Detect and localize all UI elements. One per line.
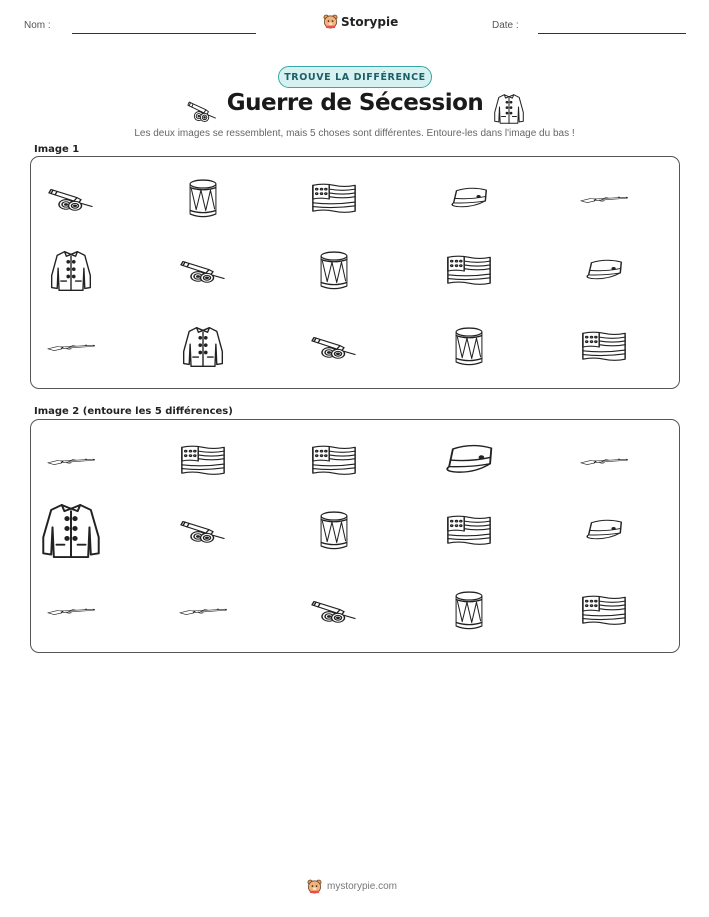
activity-badge: TROUVE LA DIFFÉRENCE — [278, 66, 432, 88]
flag-icon[interactable] — [310, 442, 358, 480]
jacket-icon — [48, 248, 94, 294]
date-field[interactable] — [538, 33, 686, 34]
name-label: Nom : — [24, 20, 51, 31]
kepi-icon[interactable] — [580, 515, 628, 547]
flag-icon[interactable] — [179, 442, 227, 480]
brand-name: Storypie — [341, 14, 399, 29]
musket-icon[interactable] — [46, 602, 96, 620]
footer-url[interactable]: mystorypie.com — [327, 881, 398, 892]
cannon-icon[interactable] — [309, 594, 359, 628]
name-field[interactable] — [72, 33, 256, 34]
musket-icon — [579, 190, 629, 208]
image2-panel[interactable] — [30, 419, 680, 653]
cannon-icon — [46, 182, 96, 216]
drum-icon — [317, 249, 351, 293]
cannon-icon[interactable] — [178, 514, 228, 548]
flag-icon — [445, 252, 493, 290]
brand-logo — [323, 14, 398, 29]
drum-icon[interactable] — [452, 589, 486, 633]
page-title: Guerre de Sécession — [226, 90, 484, 116]
kepi-icon — [445, 183, 493, 215]
date-label: Date : — [492, 20, 519, 31]
image2-label: Image 2 (entoure les 5 différences) — [34, 406, 233, 417]
image1-panel — [30, 156, 680, 389]
jacket-icon — [180, 324, 226, 370]
cannon-icon — [309, 330, 359, 364]
kepi-icon[interactable] — [438, 438, 500, 484]
drum-icon[interactable] — [317, 509, 351, 553]
flag-icon[interactable] — [580, 592, 628, 630]
bear-icon — [323, 14, 338, 29]
musket-icon[interactable] — [579, 452, 629, 470]
flag-icon — [580, 328, 628, 366]
bear-icon — [307, 879, 322, 894]
musket-icon[interactable] — [178, 602, 228, 620]
kepi-icon — [580, 255, 628, 287]
image1-label: Image 1 — [34, 144, 80, 155]
title-jacket-icon — [492, 92, 526, 122]
musket-icon — [46, 338, 96, 356]
flag-icon[interactable] — [445, 512, 493, 550]
musket-icon[interactable] — [46, 452, 96, 470]
drum-icon — [186, 177, 220, 221]
cannon-icon — [178, 254, 228, 288]
jacket-icon[interactable] — [38, 500, 104, 562]
flag-icon — [310, 180, 358, 218]
instructions: Les deux images se ressemblent, mais 5 choses sont différentes. Entoure-les dans l'image du bas ! — [134, 128, 575, 139]
drum-icon — [452, 325, 486, 369]
footer — [307, 879, 397, 894]
